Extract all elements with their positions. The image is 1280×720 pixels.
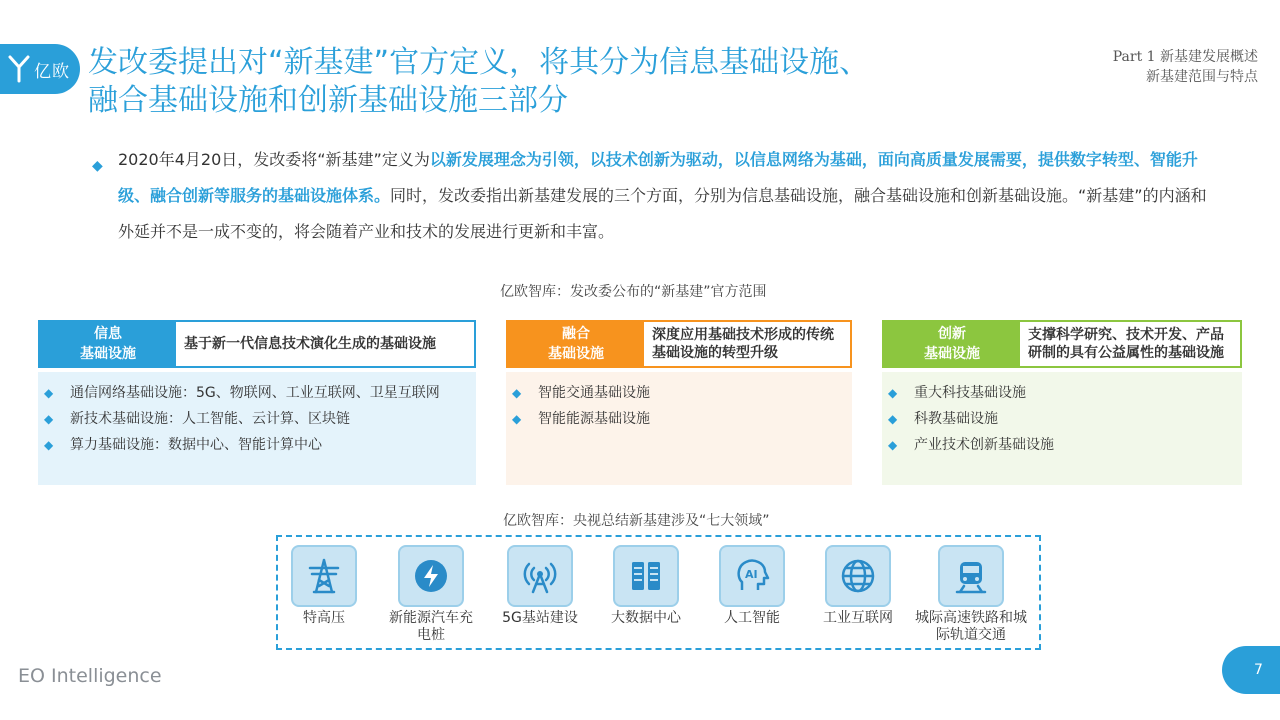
card-tag [40,322,176,366]
server-icon [613,545,679,607]
antenna-icon [507,545,573,607]
intro-part-1: 2020年4月20日，发改委将“新基建”定义为 [118,150,430,169]
card-information-infrastructure [38,320,476,485]
scope-subheading: 亿欧智库：发改委公布的“新基建”官方范围 [500,284,767,300]
seven-domains-panel [276,535,1041,650]
card-header [506,320,852,368]
card-header [882,320,1242,368]
part-line-1: Part 1 新基建发展概述 [1112,49,1258,65]
domain-label: 特高压 [303,610,345,626]
bullet-diamond-icon: ◆ [44,386,54,400]
card-tag-line-2: 基础设施 [548,346,604,362]
card-tag [884,322,1020,366]
bullet-diamond-icon: ◆ [92,158,103,174]
domain-item [274,545,374,627]
card-description: 深度应用基础技术形成的传统基础设施的转型升级 [652,327,834,361]
intro-paragraph [92,142,1212,250]
list-item-text: 通信网络基础设施：5G、物联网、工业互联网、卫星互联网 [70,385,440,401]
footer-brand: EO Intelligence [18,665,162,687]
domain-item [381,545,481,644]
card-innovation-infrastructure [882,320,1242,485]
list-item-text: 科教基础设施 [914,411,998,427]
domain-label: 大数据中心 [611,610,681,626]
logo [0,44,80,94]
svg-text:AI: AI [745,568,758,581]
domain-item [596,545,696,627]
card-body [38,372,476,485]
logo-mark-icon [8,54,30,84]
domains-subheading: 亿欧智库：央视总结新基建涉及“七大领域” [503,513,770,529]
card-fusion-infrastructure [506,320,852,485]
page-number-text: 7 [1254,662,1263,678]
list-item-text: 新技术基础设施：人工智能、云计算、区块链 [70,411,350,427]
domain-label: 工业互联网 [823,610,893,626]
intro-part-2: 同时，发改委指出新基建发展的三个方面，分别为信息基础设施，融合基础设施和创新基础设施。“新基建”的内涵和外延并不是一成不变的，将会随着产业和技术的发展进行更新和丰富。 [118,186,1207,241]
list-item [512,406,852,432]
domain-item [702,545,802,627]
domain-label: 人工智能 [724,610,780,626]
title-line-2: 融合基础设施和创新基础设施三部分 [88,83,568,118]
page-title [88,44,988,120]
list-item-text: 算力基础设施：数据中心、智能计算中心 [70,437,322,453]
list-item-text: 产业技术创新基础设施 [914,437,1054,453]
domain-item [912,545,1030,644]
globe-icon [825,545,891,607]
domain-label: 城际高速铁路和城际轨道交通 [915,610,1027,643]
title-line-1: 发改委提出对“新基建”官方定义，将其分为信息基础设施、 [88,45,870,80]
list-item [44,380,476,406]
list-item [44,406,476,432]
domain-label: 5G基站建设 [502,610,578,626]
list-item [44,432,476,458]
bullet-diamond-icon: ◆ [888,438,898,452]
card-tag [508,322,644,366]
bullet-diamond-icon: ◆ [512,412,522,426]
list-item-text: 智能能源基础设施 [538,411,650,427]
intro-highlight: 以新发展理念为引领，以技术创新为驱动，以信息网络为基础，面向高质量发展需要，提供数字转型、智能升级、融合创新等服务的基础设施体系。 [118,150,1198,205]
domain-item [490,545,590,627]
card-tag-line-1: 融合 [562,326,590,342]
list-item [888,380,1242,406]
logo-text: 亿欧 [34,61,70,82]
card-body [506,372,852,485]
page-number [1222,646,1280,694]
list-item [888,406,1242,432]
card-tag-line-1: 创新 [938,326,966,342]
card-description: 基于新一代信息技术演化生成的基础设施 [184,336,436,352]
list-item [888,432,1242,458]
card-description: 支撑科学研究、技术开发、产品研制的具有公益属性的基础设施 [1028,327,1224,361]
domain-item [808,545,908,627]
power-tower-icon [291,545,357,607]
list-item-text: 智能交通基础设施 [538,385,650,401]
domain-label: 新能源汽车充电桩 [389,610,473,643]
lightning-icon [398,545,464,607]
ai-head-icon [719,545,785,607]
bullet-diamond-icon: ◆ [512,386,522,400]
section-label [1113,47,1258,87]
card-body [882,372,1242,485]
card-tag-line-2: 基础设施 [924,346,980,362]
part-line-2: 新基建范围与特点 [1146,69,1258,85]
train-icon [938,545,1004,607]
bullet-diamond-icon: ◆ [888,386,898,400]
card-header [38,320,476,368]
list-item-text: 重大科技基础设施 [914,385,1026,401]
card-tag-line-1: 信息 [94,326,122,342]
card-tag-line-2: 基础设施 [80,346,136,362]
bullet-diamond-icon: ◆ [44,438,54,452]
bullet-diamond-icon: ◆ [888,412,898,426]
list-item [512,380,852,406]
intro-text [118,142,1212,250]
bullet-diamond-icon: ◆ [44,412,54,426]
